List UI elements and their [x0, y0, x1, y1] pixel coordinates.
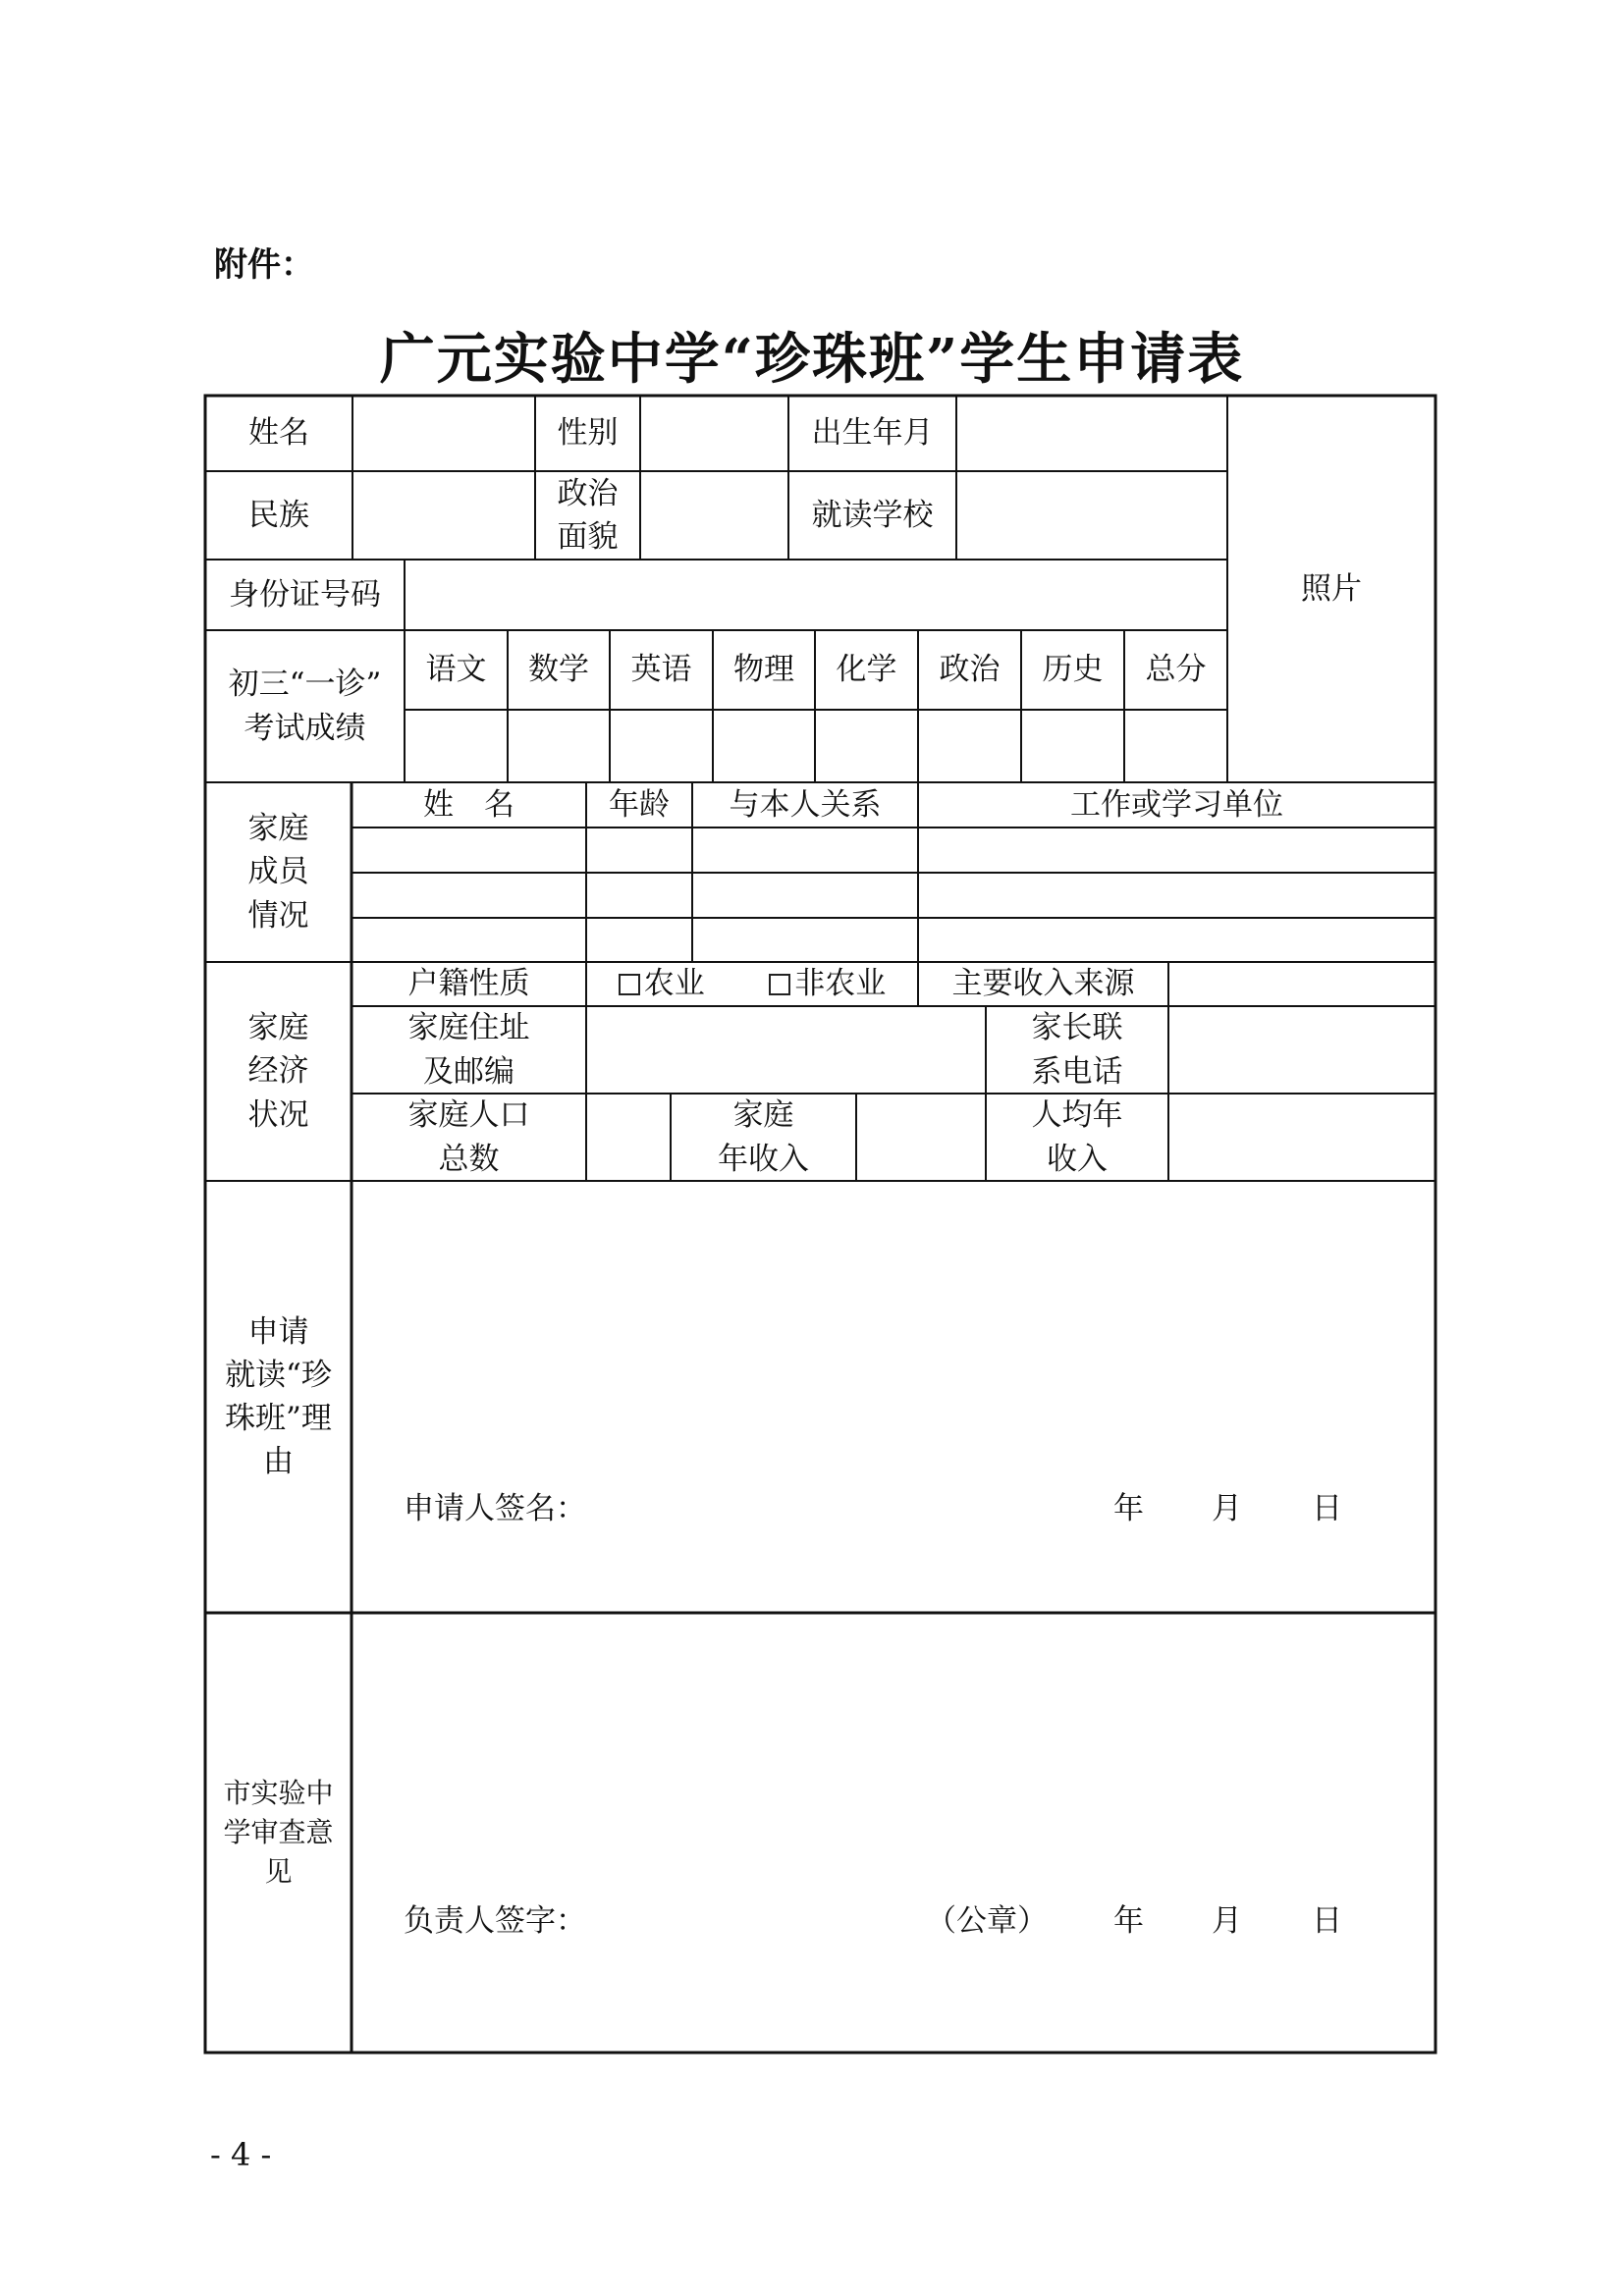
member-workplace-header: 工作或学习单位: [1070, 786, 1283, 823]
annual-income-label: 家庭 年收入: [718, 1097, 809, 1177]
address-field[interactable]: [586, 1006, 986, 1094]
checkbox-icon[interactable]: [769, 974, 790, 995]
review-label: 市实验中 学审查意 见: [223, 1777, 334, 1888]
subject-politics: 政治: [939, 652, 1001, 688]
reason-label: 申请 就读“珍 珠班”理 由: [225, 1313, 332, 1480]
hukou-options: [586, 962, 918, 1006]
birth-label: 出生年月: [811, 415, 934, 452]
address-label: 家庭住址 及邮编: [407, 1010, 530, 1090]
subject-chemistry: 化学: [836, 652, 897, 688]
school-field[interactable]: [956, 471, 1227, 560]
review-month: 月: [1212, 1903, 1242, 1939]
member-row-3[interactable]: [352, 918, 1435, 962]
member-row-2[interactable]: [352, 873, 1435, 918]
annual-income-field[interactable]: [856, 1094, 986, 1181]
agri-label: 农业: [643, 966, 705, 1002]
agri-option[interactable]: [619, 962, 705, 1005]
income-source-label: 主要收入来源: [951, 966, 1135, 1002]
review-year: 年: [1113, 1903, 1144, 1939]
photo-box[interactable]: [1227, 396, 1435, 782]
scores-label: 初三“一诊” 考试成绩: [228, 667, 382, 746]
parent-phone-label: 家长联 系电话: [1031, 1010, 1123, 1090]
score-physics-field[interactable]: [713, 710, 815, 782]
birth-field[interactable]: [956, 396, 1227, 471]
score-math-field[interactable]: [508, 710, 610, 782]
subject-physics: 物理: [733, 652, 794, 688]
score-history-field[interactable]: [1021, 710, 1124, 782]
ethnicity-field[interactable]: [352, 471, 535, 560]
per-capita-field[interactable]: [1168, 1094, 1435, 1181]
member-name-header: 姓 名: [423, 786, 514, 823]
form-title: 广元实验中学“珍珠班”学生申请表: [379, 327, 1245, 392]
review-field[interactable]: [352, 1613, 1435, 2053]
checkbox-icon[interactable]: [619, 974, 640, 995]
seal-label: （公章）: [926, 1903, 1048, 1939]
hukou-label: 户籍性质: [407, 966, 530, 1002]
school-label: 就读学校: [811, 497, 934, 533]
subject-total: 总分: [1145, 652, 1207, 688]
member-relation-header: 与本人关系: [729, 786, 882, 823]
name-label: 姓名: [248, 415, 309, 452]
score-chemistry-field[interactable]: [815, 710, 918, 782]
subject-math: 数学: [528, 652, 589, 688]
population-field[interactable]: [586, 1094, 671, 1181]
family-members-label: 家庭 成员 情况: [247, 811, 309, 934]
non-agri-label: 非农业: [794, 966, 887, 1002]
subject-english: 英语: [630, 652, 692, 688]
attachment-label: 附件：: [214, 245, 314, 285]
score-total-field[interactable]: [1124, 710, 1227, 782]
review-day: 日: [1312, 1903, 1342, 1939]
income-source-field[interactable]: [1168, 962, 1435, 1006]
population-label: 家庭人口 总数: [407, 1097, 530, 1177]
reviewer-signature-label: 负责人签字：: [404, 1903, 586, 1939]
subject-history: 历史: [1042, 652, 1104, 688]
reason-year: 年: [1113, 1491, 1144, 1526]
reason-month: 月: [1212, 1491, 1242, 1526]
gender-field[interactable]: [640, 396, 788, 471]
ethnicity-label: 民族: [248, 497, 309, 533]
family-economy-label: 家庭 经济 状况: [247, 1010, 309, 1133]
page-number: - 4 -: [210, 2136, 272, 2173]
score-politics-field[interactable]: [918, 710, 1021, 782]
non-agri-option[interactable]: [769, 962, 886, 1005]
parent-phone-field[interactable]: [1168, 1006, 1435, 1094]
member-row-1[interactable]: [352, 828, 1435, 873]
reason-day: 日: [1312, 1491, 1342, 1526]
score-english-field[interactable]: [610, 710, 713, 782]
political-label: 政治 面貌: [557, 475, 619, 555]
applicant-signature-label: 申请人签名：: [404, 1491, 586, 1526]
gender-label: 性别: [557, 415, 619, 452]
photo-label: 照片: [1301, 570, 1362, 607]
per-capita-label: 人均年 收入: [1031, 1097, 1123, 1177]
reason-field[interactable]: [352, 1181, 1435, 1613]
id-number-field[interactable]: [405, 560, 1227, 630]
score-chinese-field[interactable]: [405, 710, 508, 782]
name-field[interactable]: [352, 396, 535, 471]
political-field[interactable]: [640, 471, 788, 560]
member-age-header: 年龄: [609, 786, 670, 823]
subject-chinese: 语文: [425, 652, 487, 688]
id-number-label: 身份证号码: [229, 576, 381, 613]
